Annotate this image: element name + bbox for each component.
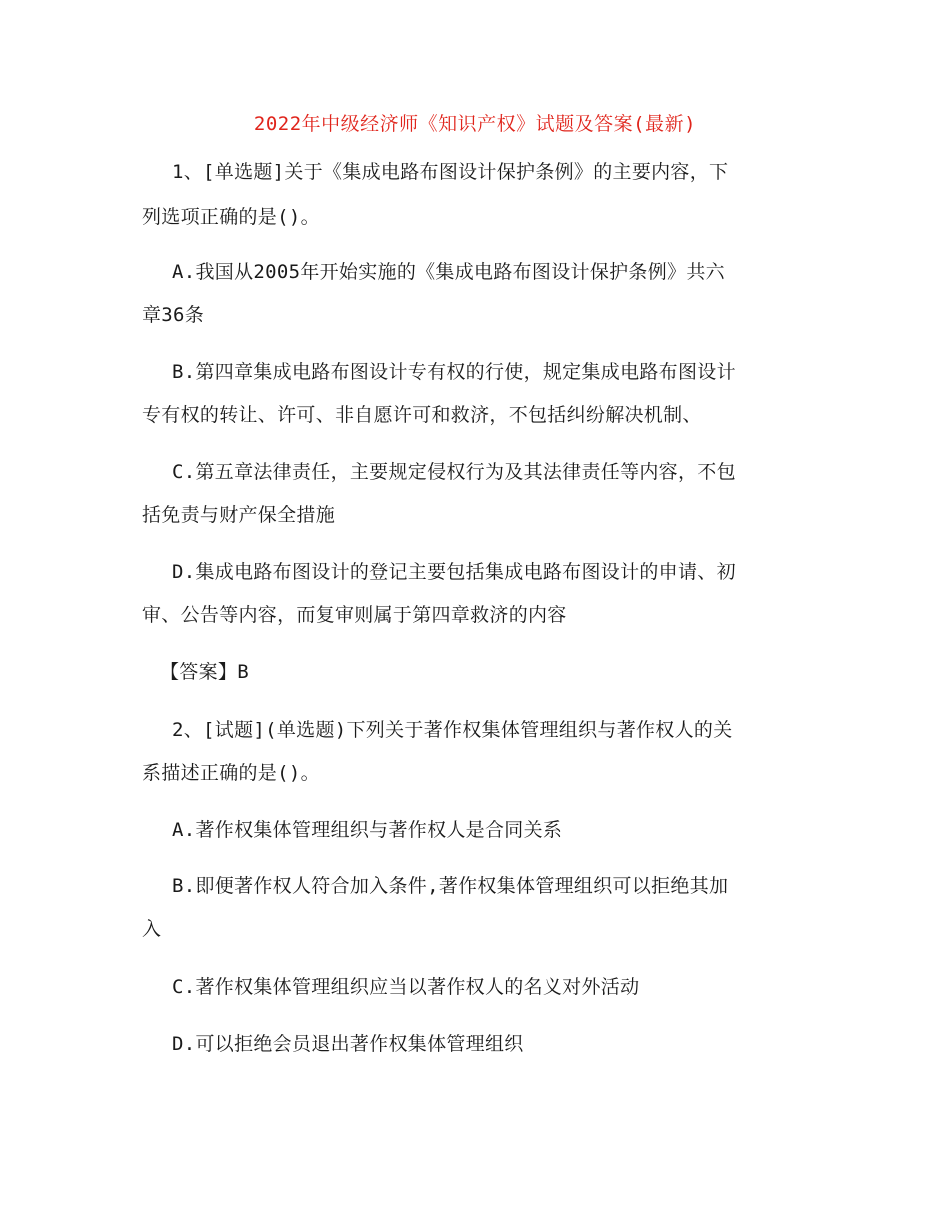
q2-stem-line-1: 2、[试题](单选题)下列关于著作权集体管理组织与著作权人的关 xyxy=(172,719,733,741)
q2-option-d: D.可以拒绝会员退出著作权集体管理组织 xyxy=(172,1033,524,1055)
q1-option-d-line-2: 审、公告等内容，而复审则属于第四章救济的内容 xyxy=(142,604,567,626)
q1-stem-line-2: 列选项正确的是()。 xyxy=(142,206,320,228)
document-title: 2022年中级经济师《知识产权》试题及答案(最新) xyxy=(253,113,697,135)
q1-answer: 【答案】B xyxy=(160,661,249,683)
q1-stem-line-1: 1、[单选题]关于《集成电路布图设计保护条例》的主要内容，下 xyxy=(172,161,729,183)
q1-option-c-line-1: C.第五章法律责任，主要规定侵权行为及其法律责任等内容，不包 xyxy=(172,461,736,483)
q2-option-b-line-2: 入 xyxy=(142,918,162,940)
q2-option-a: A.著作权集体管理组织与著作权人是合同关系 xyxy=(172,819,563,841)
q2-option-b-line-1: B.即便著作权人符合加入条件,著作权集体管理组织可以拒绝其加 xyxy=(172,875,729,897)
q1-option-a-line-2: 章36条 xyxy=(142,304,205,326)
q1-option-d-line-1: D.集成电路布图设计的登记主要包括集成电路布图设计的申请、初 xyxy=(172,561,736,583)
q2-stem-line-2: 系描述正确的是()。 xyxy=(142,762,320,784)
q1-option-b-line-1: B.第四章集成电路布图设计专有权的行使，规定集成电路布图设计 xyxy=(172,361,736,383)
q1-option-a-line-1: A.我国从2005年开始实施的《集成电路布图设计保护条例》共六 xyxy=(172,261,725,283)
q2-option-c: C.著作权集体管理组织应当以著作权人的名义对外活动 xyxy=(172,976,640,998)
q1-option-c-line-2: 括免责与财产保全措施 xyxy=(142,504,336,526)
q1-option-b-line-2: 专有权的转让、许可、非自愿许可和救济，不包括纠纷解决机制、 xyxy=(142,404,702,426)
